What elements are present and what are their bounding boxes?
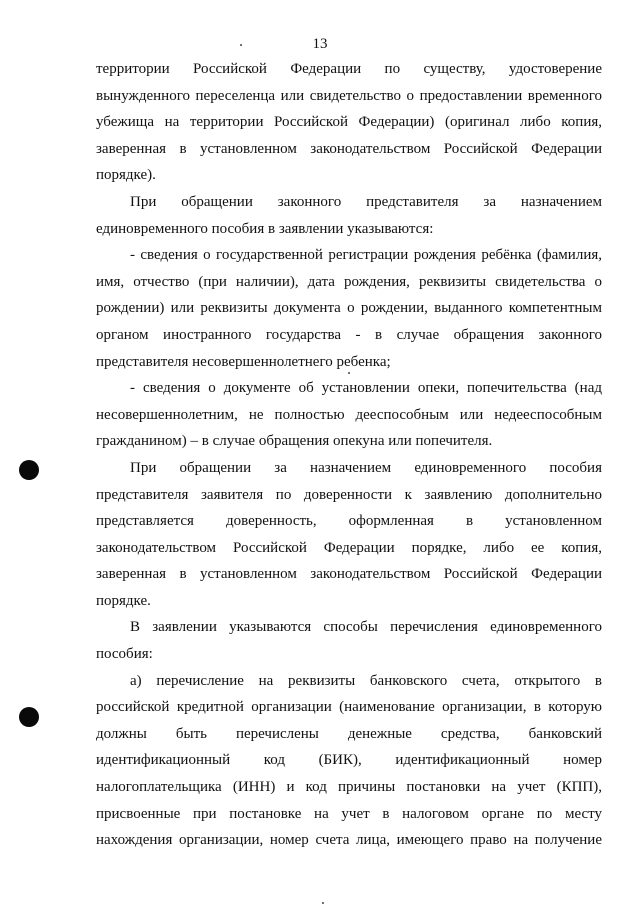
text-line: заверенная в установленном законодательством Российской Федерации xyxy=(96,140,602,157)
text-line: рождении) или реквизиты документа о рождении, выданного компетентным xyxy=(96,300,602,317)
text-line: - сведения о государственной регистрации рождения ребёнка (фамилия, xyxy=(130,247,602,264)
scan-speck xyxy=(240,44,242,46)
text-line: а) перечисление на реквизиты банковского счета, открытого в xyxy=(130,672,602,689)
text-line: убежища на территории Российской Федерации) (оригинал либо копия, xyxy=(96,114,602,131)
text-line: порядке. xyxy=(96,592,151,609)
text-line: гражданином) – в случае обращения опекуна или попечителя. xyxy=(96,433,493,450)
text-line: В заявлении указываются способы перечисления единовременного xyxy=(130,619,602,636)
document-body xyxy=(96,56,602,854)
text-line: идентификационный код (БИК), идентификационный номер xyxy=(96,752,602,769)
text-line: - сведения о документе об установлении опеки, попечительства (над xyxy=(130,380,602,397)
text-line: единовременного пособия в заявлении указываются: xyxy=(96,220,434,237)
text-line: порядке). xyxy=(96,167,156,184)
text-line: вынужденного переселенца или свидетельство о предоставлении временного xyxy=(96,87,602,104)
text-line: несовершеннолетним, не полностью дееспособным или недееспособным xyxy=(96,406,602,423)
text-line: заверенная в установленном законодательством Российской Федерации xyxy=(96,566,602,583)
punch-hole xyxy=(19,460,39,480)
text-line: представителя несовершеннолетнего ребенка; xyxy=(96,353,391,370)
scan-speck xyxy=(322,902,324,904)
text-line: российской кредитной организации (наименование организации, в которую xyxy=(96,699,602,716)
page-number: 13 xyxy=(312,36,328,52)
text-line: органом иностранного государства - в случае обращения законного xyxy=(96,326,602,343)
text-line: пособия: xyxy=(96,646,153,663)
text-line: присвоенные при постановке на учет в налоговом органе по месту xyxy=(96,805,602,822)
text-line: представителя заявителя по доверенности к заявлению дополнительно xyxy=(96,486,602,503)
text-line: законодательством Российской Федерации порядке, либо ее копия, xyxy=(96,539,602,556)
text-line: налогоплательщика (ИНН) и код причины постановки на учет (КПП), xyxy=(96,779,602,796)
text-line: представляется доверенность, оформленная в установленном xyxy=(96,513,602,530)
text-line: При обращении законного представителя за назначением xyxy=(130,193,602,210)
text-line: должны быть перечислены денежные средства, банковский xyxy=(96,725,602,742)
text-line: нахождения организации, номер счета лица, имеющего право на получение xyxy=(96,832,602,849)
text-line: При обращении за назначением единовременного пособия xyxy=(130,459,602,476)
punch-hole xyxy=(19,707,39,727)
text-line: имя, отчество (при наличии), дата рождения, реквизиты свидетельства о xyxy=(96,273,602,290)
text-line: территории Российской Федерации по существу, удостоверение xyxy=(96,61,602,77)
